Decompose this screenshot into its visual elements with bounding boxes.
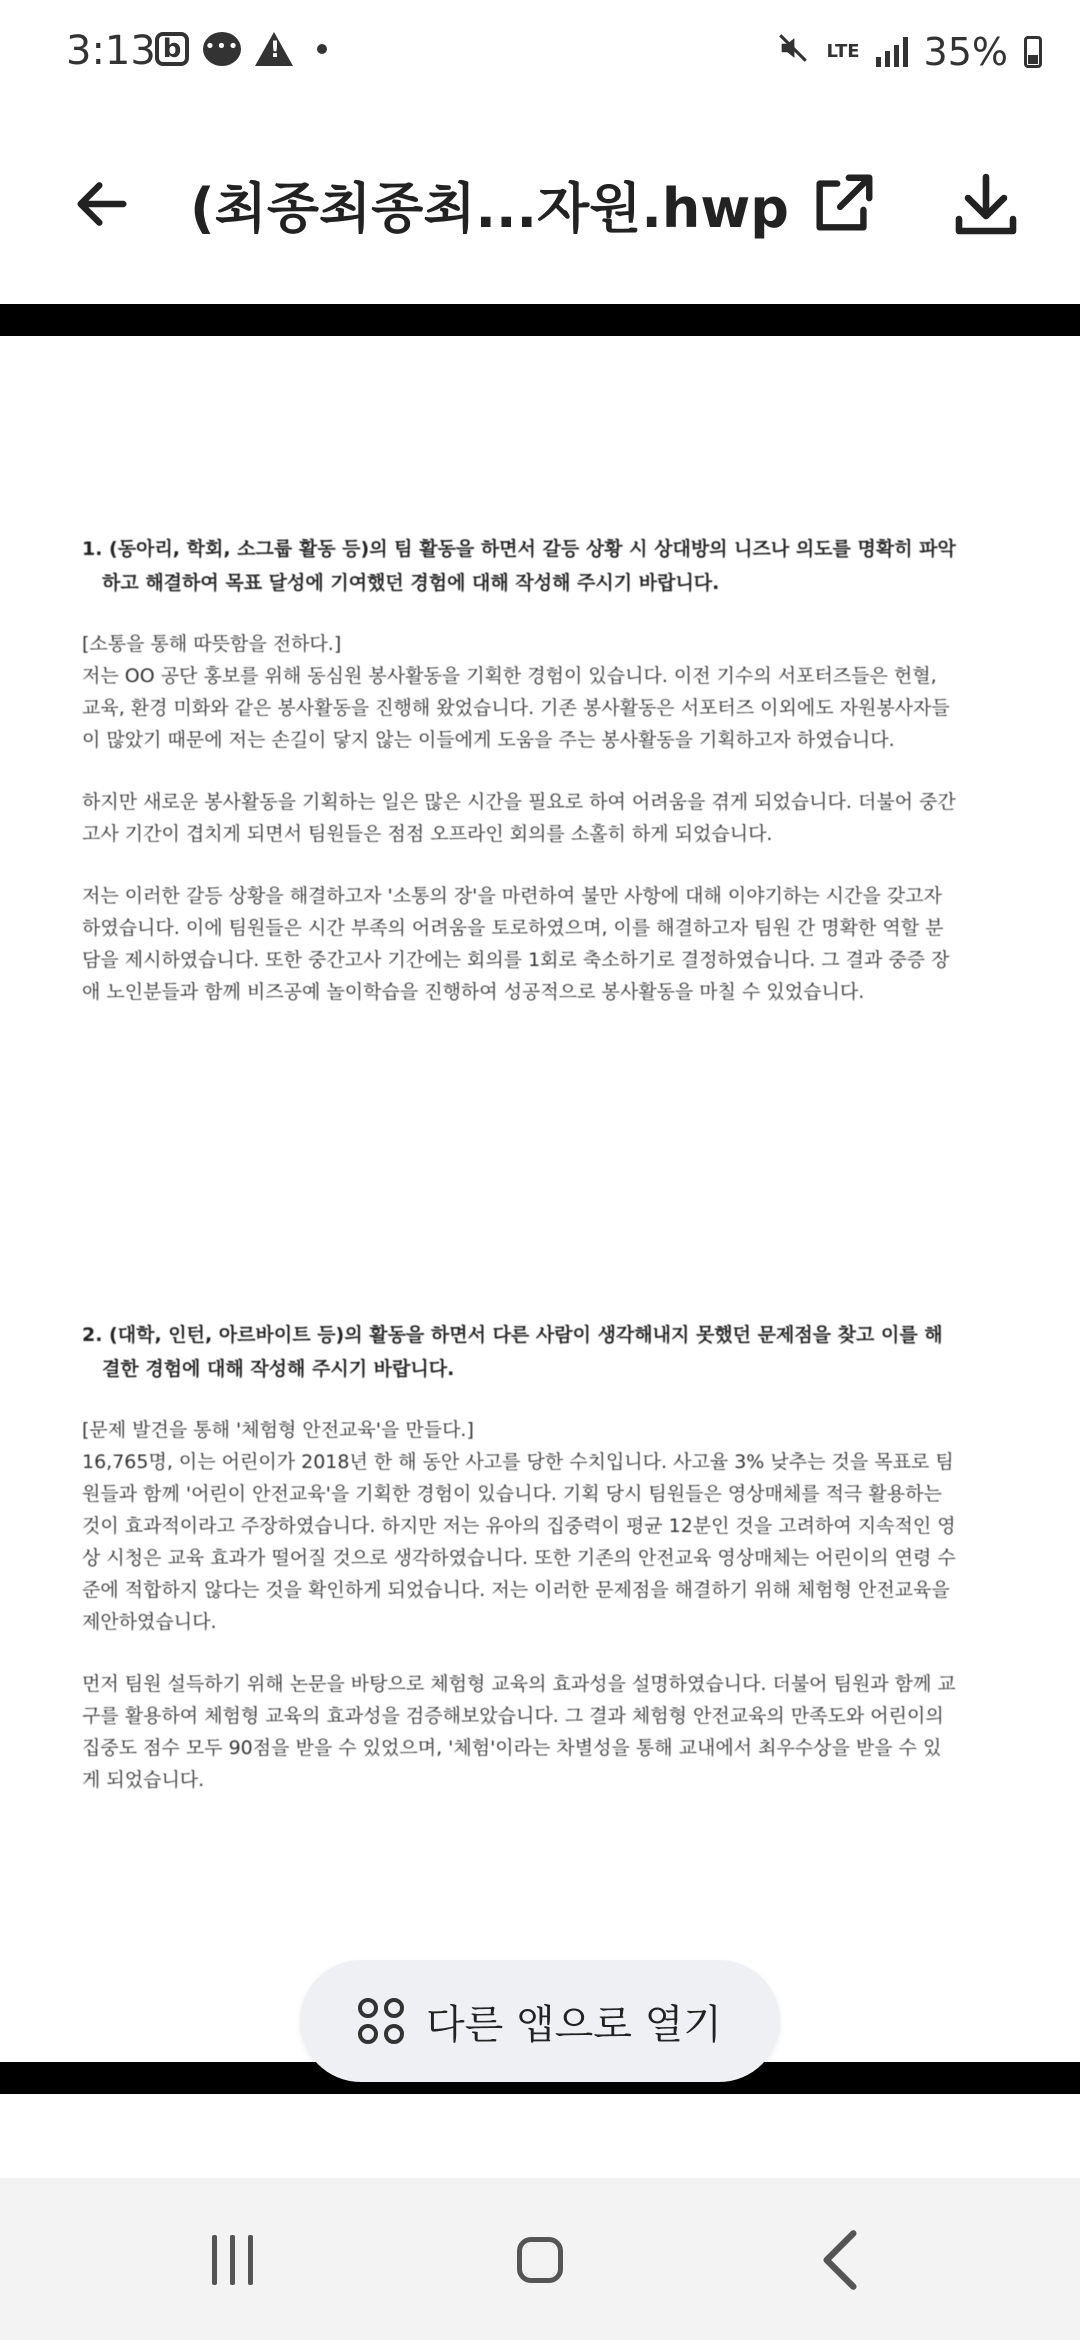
system-icons (776, 30, 1042, 74)
signal-icon (876, 37, 908, 67)
viewer-top-border (0, 304, 1080, 336)
recent-apps-icon (212, 2235, 217, 2285)
notification-icons (155, 32, 327, 66)
download-icon (950, 168, 1022, 240)
battery-percent: 35% (923, 30, 1008, 74)
answer-1-paragraph-3: 저는 이러한 갈등 상황을 해결하고자 '소통의 장'을 마련하여 불만 사항에 대해 이야기하는 시간을 갖고자 하였습니다. 이에 팀원들은 시간 부족의 어려움을 토로하였으며, 이를 해결하고자 팀원 간 명확한 역할 분담을 제시하였습니다. 또한 중간고사 기간에는 회의를 1회로 축소하기로 결정하였습니다. 그 결과 중증 장애 노인분들과 함께 비즈공예 놀이학습을 진행하여 성공적으로 봉사활동을 마칠 수 있었습니다. (82, 885, 950, 1003)
question-2: 2. (대학, 인턴, 아르바이트 등)의 활동을 하면서 다른 사람이 생각해내지 못했던 문제점을 찾고 이를 해결한 경험에 대해 작성해 주시기 바랍니다. (82, 1324, 943, 1380)
navigation-bar (0, 2178, 1080, 2340)
status-bar (0, 0, 1080, 108)
open-with-other-app-button[interactable] (300, 1960, 780, 2082)
answer-1-heading: [소통을 통해 따뜻함을 전하다.] (82, 633, 342, 655)
app-bar (0, 108, 1080, 304)
home-button[interactable] (490, 2220, 590, 2300)
open-external-icon (808, 169, 878, 239)
chat-icon: ••• (203, 32, 241, 66)
apps-grid-icon (358, 1998, 404, 2044)
back-button[interactable] (54, 156, 150, 252)
answer-2-paragraph-1: 16,765명, 이는 어린이가 2018년 한 해 동안 사고를 당한 수치입니다. 사고율 3% 낮추는 것을 목표로 팀원들과 함께 '어린이 안전교육'을 기획한 경험이 있습니다. 기획 당시 팀원들은 영상매체를 적극 활용하는 것이 효과적이라고 주장하였습니다. 하지만 저는 유아의 집중력이 평균 12분인 것을 고려하여 지속적인 영상 시청은 교육 효과가 떨어질 것으로 생각하였습니다. 또한 기존의 안전교육 영상매체는 어린이의 연령 수준에 적합하지 않다는 것을 확인하게 되었습니다. 저는 이러한 문제점을 해결하기 위해 체험형 안전교육을 제안하였습니다. (82, 1451, 956, 1633)
recent-apps-button[interactable] (182, 2220, 282, 2300)
nav-back-button[interactable] (790, 2220, 890, 2300)
dot-icon (317, 44, 327, 54)
answer-2-heading: [문제 발견을 통해 '체험형 안전교육'을 만들다.] (82, 1419, 474, 1441)
section-1 (82, 532, 956, 1008)
status-time: 3:13 (66, 28, 156, 74)
file-title: (최종최종최...자원.hwp (190, 177, 789, 240)
warning-icon: ! (255, 32, 293, 66)
open-with-label: 다른 앱으로 열기 (426, 2001, 722, 2048)
question-1: 1. (동아리, 학회, 소그룹 활동 등)의 팀 활동을 하면서 갈등 상황 시 상대방의 니즈나 의도를 명확히 파악하고 해결하여 목표 달성에 기여했던 경험에 대해 작성해 주시기 바랍니다. (82, 538, 956, 594)
back-arrow-icon (70, 172, 134, 236)
document-page[interactable] (0, 336, 1080, 2062)
answer-2-paragraph-2: 먼저 팀원 설득하기 위해 논문을 바탕으로 체험형 교육의 효과성을 설명하였습니다. 더불어 팀원과 함께 교구를 활용하여 체험형 교육의 효과성을 검증해보았습니다. 그 결과 체험형 안전교육의 만족도와 어린이의 집중도 점수 모두 90점을 받을 수 있었으며, '체험'이라는 차별성을 통해 교내에서 최우수상을 받을 수 있게 되었습니다. (82, 1673, 956, 1791)
open-external-button[interactable] (795, 156, 891, 252)
back-icon (818, 2228, 862, 2292)
download-button[interactable] (938, 156, 1034, 252)
section-2 (82, 1318, 956, 1796)
answer-1-paragraph-1: 저는 OO 공단 홍보를 위해 동심원 봉사활동을 기획한 경험이 있습니다. 이전 기수의 서포터즈들은 헌혈, 교육, 환경 미화와 같은 봉사활동을 진행해 왔었습니다. 기존 봉사활동은 서포터즈 이외에도 자원봉사자들이 많았기 때문에 저는 손길이 닿지 않는 이들에게 도움을 주는 봉사활동을 기획하고자 하였습니다. (82, 665, 950, 751)
mute-icon (776, 31, 810, 73)
b-app-icon: b (155, 32, 189, 66)
battery-icon (1024, 36, 1042, 68)
answer-1-paragraph-2: 하지만 새로운 봉사활동을 기획하는 일은 많은 시간을 필요로 하여 어려움을 겪게 되었습니다. 더불어 중간고사 기간이 겹치게 되면서 팀원들은 점점 오프라인 회의를 소홀히 하게 되었습니다. (82, 791, 956, 845)
lte-icon: LTE (826, 41, 860, 62)
home-icon (517, 2237, 563, 2283)
